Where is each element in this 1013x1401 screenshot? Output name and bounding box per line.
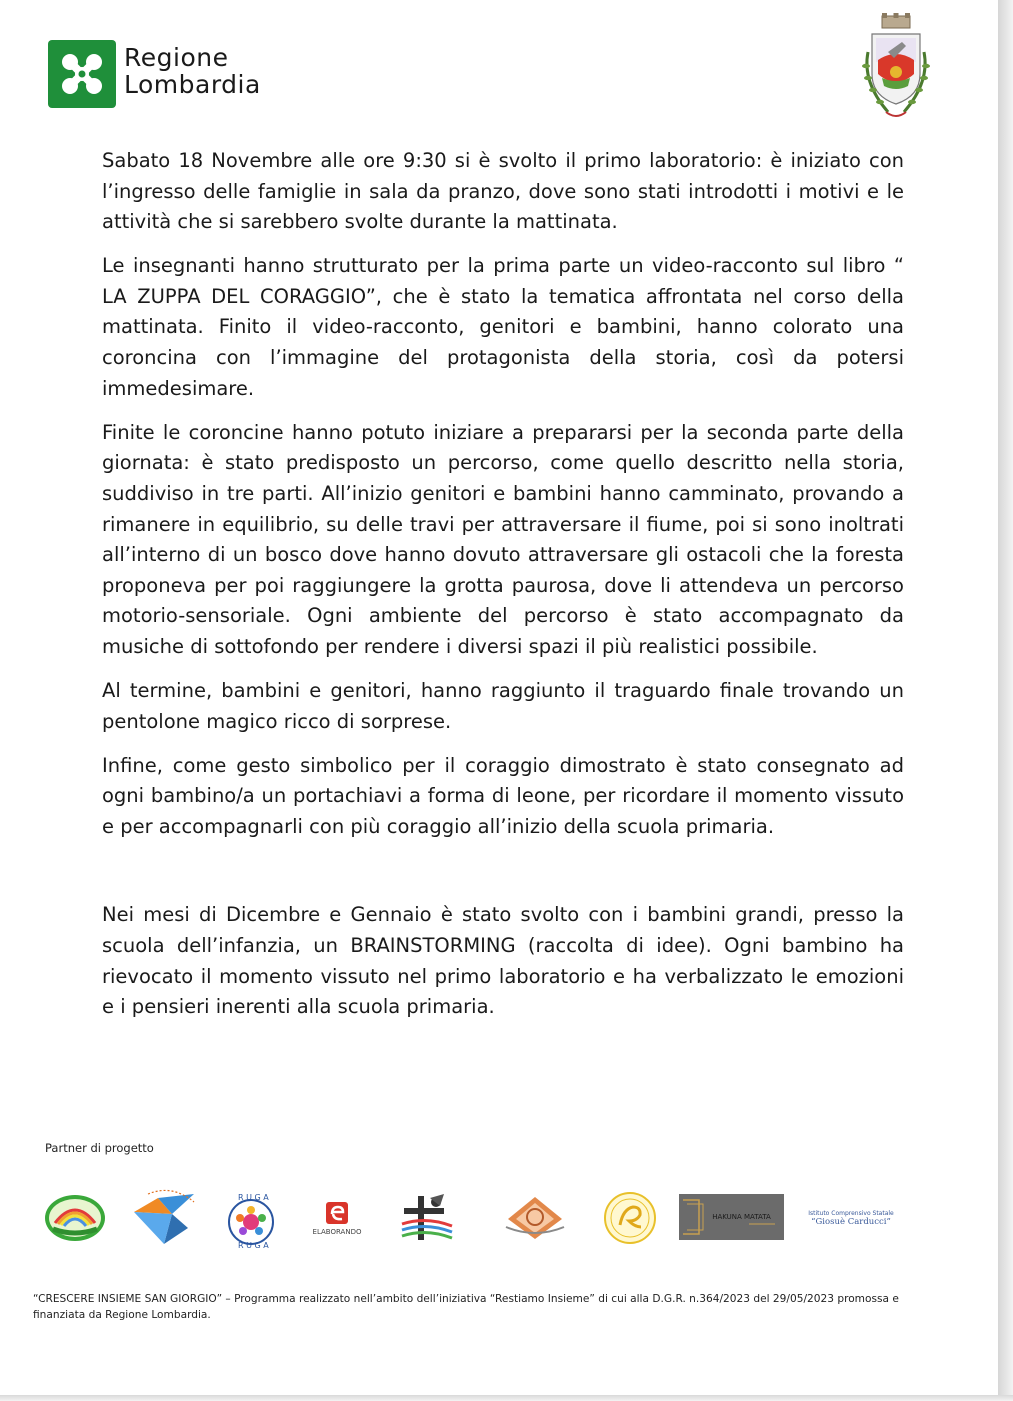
yellow-seal-logo-icon <box>603 1188 657 1248</box>
paragraph-keychain: Infine, come gesto simbolico per il coraggio dimostrato è stato consegnato ad ogni bambino/a un portachiavi a forma di leone, per ricordare il momento vissuto e per accompagnarli con più coraggio all’inizio della scuola primaria. <box>102 753 904 838</box>
la-ruga-logo-icon <box>222 1188 280 1248</box>
elaborando-logo-text: ELABORANDO <box>312 1227 362 1236</box>
istituto-logo-line2: “Giosuè Carducci” <box>811 1217 891 1227</box>
hakuna-matata-logo-icon <box>679 1194 784 1240</box>
istituto-carducci-logo-icon <box>806 1188 896 1248</box>
school-people-logo-icon <box>396 1188 458 1248</box>
regione-lombardia-rose-icon <box>48 40 116 108</box>
hakuna-matata-logo-text: HAKUNA MATATA <box>712 1212 771 1221</box>
origami-bird-logo-icon <box>128 1188 200 1248</box>
document-body <box>102 146 904 1036</box>
rainbow-logo-icon <box>43 1188 107 1248</box>
municipal-coat-of-arms-icon <box>858 12 934 124</box>
paragraph-video-story: Le insegnanti hanno strutturato per la prima parte un video-racconto sul libro “ LA ZUPPA DEL CORAGGIO”, che è stato la tematica affrontata nel corso della mattinata. Finito il video-racconto, genitori e bambini, hanno colorato una coroncina con l’immagine del protagonista della storia, così da potersi immedesimare. <box>102 254 904 400</box>
region-name-line2: Lombardia <box>124 70 261 99</box>
regione-lombardia-wordmark <box>124 44 261 98</box>
paragraph-brainstorming: Nei mesi di Dicembre e Gennaio è stato svolto con i bambini grandi, presso la scuola dell’infanzia, un BRAINSTORMING (raccolta di idee). Ogni bambino ha rievocato il momento vissuto nel primo laboratorio e ha verbalizzato le emozioni e i pensieri inerenti alla scuola primaria. <box>102 903 904 1019</box>
svg-text:R U G A: R U G A <box>238 1241 269 1248</box>
elaborando-logo-icon <box>305 1188 369 1248</box>
regione-lombardia-logo <box>48 40 288 110</box>
partners-label: Partner di progetto <box>45 1141 154 1155</box>
footer-funding-note: “CRESCERE INSIEME SAN GIORGIO” – Programma realizzato nell’ambito dell’iniziativa “Restiamo Insieme” di cui alla D.G.R. n.364/2023 del 29/05/2023 promossa e finanziata da Regione Lombardia. <box>33 1293 899 1321</box>
region-name-line1: Regione <box>124 43 229 72</box>
page-edge-shadow <box>998 0 1013 1401</box>
page-bottom-shadow <box>0 1395 1013 1401</box>
diamond-emblem-logo-icon <box>500 1188 570 1248</box>
istituto-logo-line1: Istituto Comprensivo Statale <box>808 1210 894 1217</box>
paragraph-first-laboratory: Sabato 18 Novembre alle ore 9:30 si è svolto il primo laboratorio: è iniziato con l’ingresso delle famiglie in sala da pranzo, dove sono stati introdotti i motivi e le attività che si sarebbero svolte durante la mattinata. <box>102 149 904 234</box>
paragraph-finish: Al termine, bambini e genitori, hanno raggiunto il traguardo finale trovando un pentolone magico ricco di sorprese. <box>102 679 904 733</box>
svg-text:R U G A: R U G A <box>238 1193 269 1202</box>
paragraph-course: Finite le coroncine hanno potuto iniziare a prepararsi per la seconda parte della giornata: è stato predisposto un percorso, come quello descritto nella storia, suddiviso in tre parti. All’inizio genitori e bambini hanno camminato, provando a rimanere in equilibrio, su delle travi per attraversare il fiume, poi si sono inoltrati all’interno di un bosco dove hanno dovuto attraversare gli ostacoli che la foresta proponeva per poi raggiungere la grotta paurosa, dove li attendeva un percorso motorio-sensoriale. Ogni ambiente del percorso è stato accompagnato da musiche di sottofondo per rendere i diversi spazi il più realistici possibile. <box>102 420 904 658</box>
